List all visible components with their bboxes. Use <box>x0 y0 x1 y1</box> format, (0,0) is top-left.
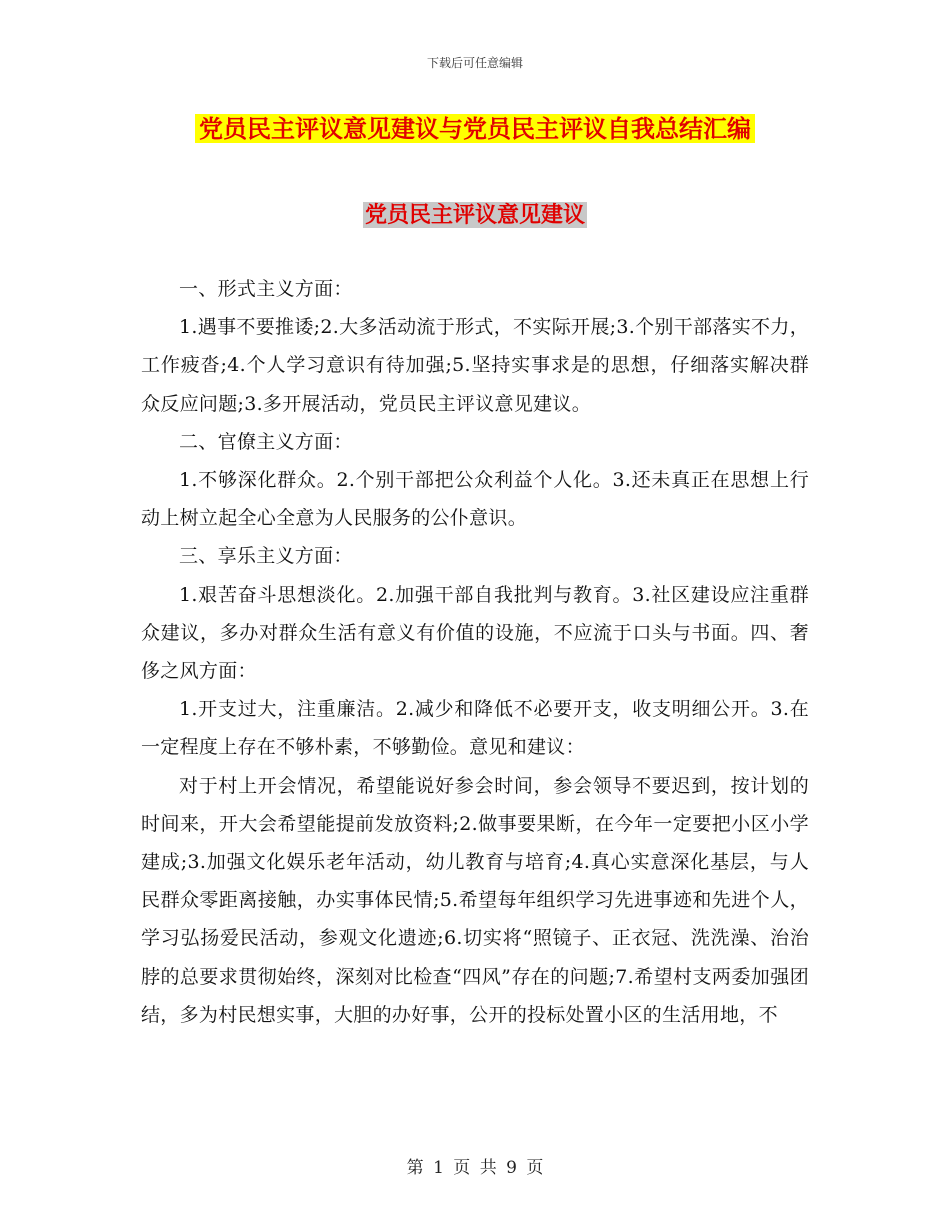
document-title <box>0 112 950 146</box>
page-number-footer: 第 1 页 共 9 页 <box>406 1158 544 1178</box>
heading-bureaucracy: 二、官僚主义方面： <box>179 430 353 453</box>
paragraph-formalism: 1.遇事不要推诿;2.大多活动流于形式，不实际开展;3.个别干部落实不力，工作疲沓;4.个人学习意识有待加强;5.坚持实事求是的思想，仔细落实解决群众反应问题;3.多开展活动，党员民主评议意见建议。 <box>141 316 809 415</box>
section-title <box>0 199 950 231</box>
heading-hedonism: 三、享乐主义方面： <box>179 545 353 568</box>
paragraph-hedonism: 1.艰苦奋斗思想淡化。2.加强干部自我批判与教育。3.社区建设应注重群众建议，多办对群众生活有意义有价值的设施，不应流于口头与书面。四、奢侈之风方面： <box>141 583 809 683</box>
document-title-text: 党员民主评议意见建议与党员民主评议自我总结汇编 <box>195 114 755 143</box>
section-title-text: 党员民主评议意见建议 <box>364 202 585 228</box>
document-body <box>141 270 809 1034</box>
page-header: 下载后可任意编辑 <box>426 56 523 70</box>
paragraph-extravagance: 1.开支过大，注重廉洁。2.减少和降低不必要开支，收支明细公开。3.在一定程度上存在不够朴素，不够勤俭。意见和建议： <box>141 698 809 759</box>
paragraph-suggestions: 对于村上开会情况，希望能说好参会时间，参会领导不要迟到，按计划的时间来，开大会希望能提前发放资料;2.做事要果断，在今年一定要把小区小学建成;3.加强文化娱乐老年活动，幼儿教育与培育;4.真心实意深化基层，与人民群众零距离接触，办实事体民情;5.希望每年组织学习先进事迹和先进个人，学习弘扬爱民活动，参观文化遗迹;6.切实将“照镜子、正衣冠、洗洗澡、治治脖的总要求贯彻始终，深刻对比检查“四风”存在的问题;7.希望村支两委加强团结，多为村民想实事，大胆的办好事，公开的投标处置小区的生活用地，不 <box>141 774 809 1026</box>
heading-formalism: 一、形式主义方面： <box>179 278 353 300</box>
paragraph-bureaucracy: 1.不够深化群众。2.个别干部把公众利益个人化。3.还未真正在思想上行动上树立起全心全意为人民服务的公仆意识。 <box>141 469 809 530</box>
